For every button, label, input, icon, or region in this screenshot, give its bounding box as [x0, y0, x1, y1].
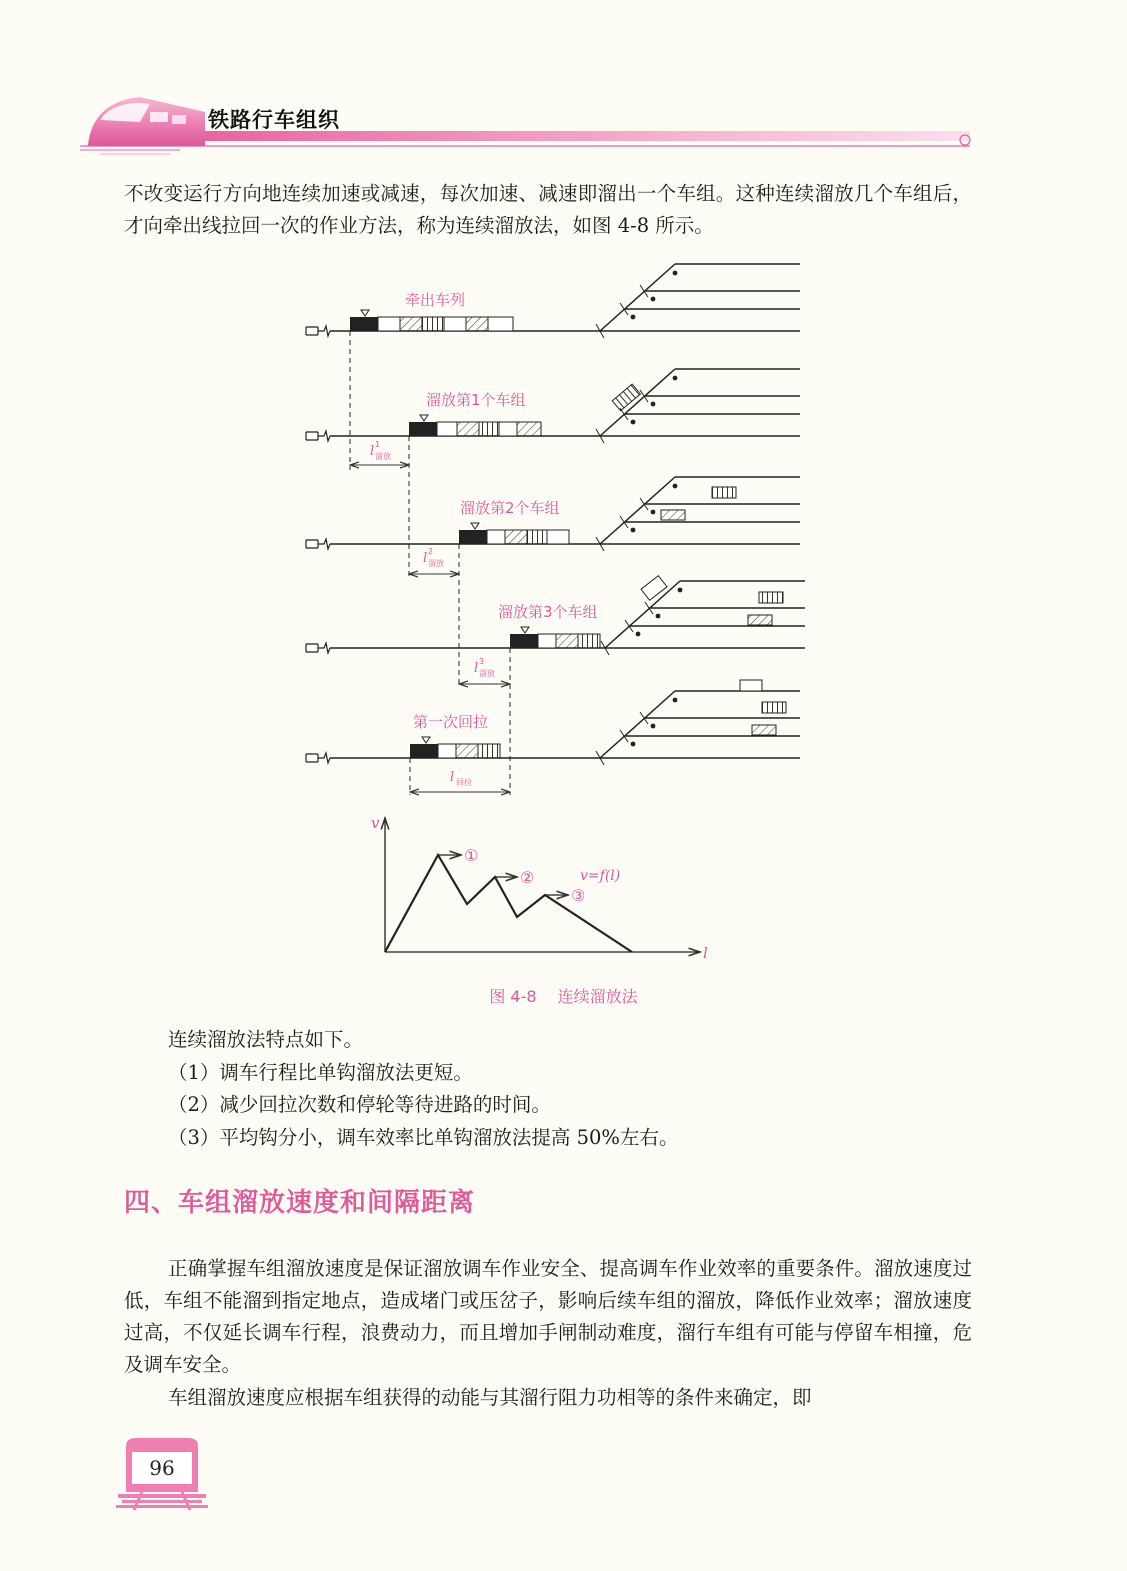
- distance-label-1: l: [370, 444, 375, 459]
- stage-label-2: 溜放第1个车组: [426, 391, 526, 409]
- distance-label-2: l: [423, 551, 428, 566]
- graph-marker-3: ③: [571, 886, 586, 905]
- stage-5-pull-back: [306, 680, 800, 792]
- distance-label-1-sup: 1: [375, 440, 381, 449]
- section-heading: 四、车组溜放速度和间隔距离: [124, 1188, 476, 1218]
- stage-4-third-cut: [306, 576, 805, 684]
- caption-title: 连续溜放法: [557, 987, 638, 1006]
- section-paragraph-2: 车组溜放速度应根据车组获得的动能与其溜行阻力功相等的条件来确定，即: [168, 1386, 812, 1409]
- graph-y-label: v: [371, 814, 380, 832]
- distance-label-2-sub: 溜放: [428, 559, 444, 568]
- distance-label-4: l: [450, 770, 455, 785]
- distance-label-2-sup: 2: [428, 547, 434, 556]
- stage-2-first-cut: [306, 369, 800, 465]
- distance-label-3-sup: 3: [479, 657, 485, 666]
- distance-label-3: l: [474, 661, 479, 676]
- speed-distance-graph: [371, 814, 708, 962]
- distance-label-3-sub: 溜放: [479, 669, 495, 678]
- stage-label-5: 第一次回拉: [413, 713, 489, 731]
- graph-x-label: l: [703, 944, 708, 962]
- stage-label-3: 溜放第2个车组: [460, 499, 560, 517]
- feature-item-2: （2）减少回拉次数和停轮等待进路的时间。: [168, 1093, 551, 1116]
- stage-1-pull-out: [306, 264, 800, 338]
- features-intro: 连续溜放法特点如下。: [168, 1028, 364, 1051]
- feature-item-1: （1）调车行程比单钩溜放法更短。: [168, 1060, 473, 1084]
- distance-label-1-sub: 溜放: [375, 452, 391, 461]
- stage-3-second-cut: [306, 477, 800, 574]
- book-title: 铁路行车组织: [208, 108, 340, 132]
- intro-paragraph: 不改变运行方向地连续加速或减速，每次加速、减速即溜出一个车组。这种连续溜放几个车组后，才向牵出线拉回一次的作业方法，称为连续溜放法，如图 4-8 所示。: [124, 182, 972, 237]
- stage-label-1: 牵出车列: [405, 291, 466, 309]
- caption-number: 图 4-8: [489, 987, 537, 1006]
- stage-label-4: 溜放第3个车组: [498, 603, 598, 621]
- features-list: [168, 1024, 678, 1154]
- figure-caption: [0, 984, 1127, 1007]
- feature-item-3: （3）平均钩分小，调车效率比单钩溜放法提高 50%左右。: [168, 1125, 679, 1149]
- graph-function-label: v=f(l): [580, 868, 621, 884]
- page-number: 96: [149, 1456, 175, 1480]
- graph-marker-1: ①: [464, 846, 479, 865]
- section-paragraph-1: 正确掌握车组溜放速度是保证溜放调车作业安全、提高调车作业效率的重要条件。溜放速度过低，车组不能溜到指定地点，造成堵门或压岔子，影响后续车组的溜放，降低作业效率；溜放速度过高，不仅延长调车行程，浪费动力，而且增加手闸制动难度，溜行车组有可能与停留车相撞，危及调车安全。: [124, 1257, 972, 1376]
- distance-label-4-sub: 回拉: [456, 778, 472, 787]
- graph-marker-2: ②: [520, 868, 535, 887]
